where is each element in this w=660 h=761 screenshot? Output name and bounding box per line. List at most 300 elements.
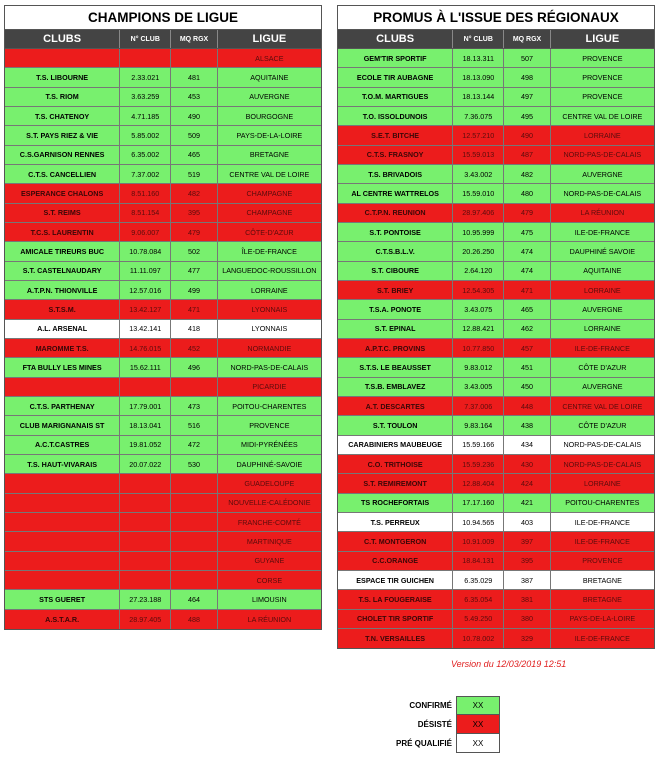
mq-rgx-cell: 448 bbox=[504, 397, 550, 415]
table-row bbox=[5, 107, 321, 126]
club-number-cell: 15.59.013 bbox=[453, 146, 504, 164]
ligue-cell: AUVERGNE bbox=[582, 304, 623, 314]
club-cell: AMICALE TIREURS BUC bbox=[5, 242, 120, 260]
club-cell: C.T.S. FRASNOY bbox=[338, 146, 453, 164]
mq-rgx-cell: 421 bbox=[504, 494, 550, 512]
table-row bbox=[338, 88, 654, 107]
club-cell: S.T. REMIREMONT bbox=[338, 474, 453, 492]
table-row bbox=[338, 378, 654, 397]
club-cell: T.S. LA FOUGERAISE bbox=[338, 590, 453, 608]
club-cell: ECOLE TIR AUBAGNE bbox=[338, 68, 453, 86]
legend-label: DÉSISTÉ bbox=[417, 720, 452, 729]
table-row bbox=[5, 474, 321, 493]
ligue-cell: PROVENCE bbox=[582, 556, 623, 566]
ligue-cell: CÔTE-D'AZUR bbox=[245, 227, 294, 237]
table-row bbox=[5, 184, 321, 203]
table-row bbox=[5, 146, 321, 165]
club-number-cell: 7.36.075 bbox=[453, 107, 504, 125]
mq-rgx-cell: 471 bbox=[504, 281, 550, 299]
table-row bbox=[338, 416, 654, 435]
legend-withdrawn bbox=[380, 715, 500, 734]
club-cell: ESPERANCE CHALONS bbox=[5, 184, 120, 202]
club-number-cell bbox=[120, 378, 171, 396]
table-row bbox=[338, 397, 654, 416]
club-number-cell: 9.83.012 bbox=[453, 358, 504, 376]
club-number-cell bbox=[120, 474, 171, 492]
ligue-cell: CENTRE VAL DE LOIRE bbox=[229, 169, 310, 179]
table-row bbox=[5, 494, 321, 513]
club-cell: T.S.B. EMBLAVEZ bbox=[338, 378, 453, 396]
table-row bbox=[338, 223, 654, 242]
table-row bbox=[338, 610, 654, 629]
ligue-cell: PROVENCE bbox=[249, 420, 290, 430]
table-row bbox=[338, 339, 654, 358]
mq-rgx-cell: 530 bbox=[171, 455, 217, 473]
ligue-cell: AUVERGNE bbox=[582, 382, 623, 392]
mq-rgx-cell: 497 bbox=[504, 88, 550, 106]
club-cell: S.T.S. LE BEAUSSET bbox=[338, 358, 453, 376]
table-row bbox=[5, 378, 321, 397]
mq-rgx-cell bbox=[171, 49, 217, 67]
club-cell: A.L. ARSENAL bbox=[5, 320, 120, 338]
table-row bbox=[338, 68, 654, 87]
club-number-cell: 15.59.010 bbox=[453, 184, 504, 202]
mq-rgx-cell: 519 bbox=[171, 165, 217, 183]
col-ligue: LIGUE bbox=[252, 33, 287, 45]
club-cell bbox=[5, 474, 120, 492]
table-row bbox=[5, 320, 321, 339]
club-number-cell: 3.43.075 bbox=[453, 300, 504, 318]
club-cell: T.O.M. MARTIGUES bbox=[338, 88, 453, 106]
table-row bbox=[338, 126, 654, 145]
club-cell: S.T. CIBOURE bbox=[338, 262, 453, 280]
ligue-cell: LORRAINE bbox=[583, 130, 621, 140]
table-row bbox=[338, 107, 654, 126]
club-number-cell: 17.79.001 bbox=[120, 397, 171, 415]
club-cell: S.E.T. BITCHE bbox=[338, 126, 453, 144]
ligue-cell: AQUITAINE bbox=[583, 266, 622, 276]
club-cell: CLUB MARIGNANAIS ST bbox=[5, 416, 120, 434]
club-cell: TS ROCHEFORTAIS bbox=[338, 494, 453, 512]
champions-table bbox=[4, 5, 322, 630]
mq-rgx-cell: 481 bbox=[171, 68, 217, 86]
ligue-cell: FRANCHE-COMTÉ bbox=[237, 517, 301, 527]
mq-rgx-cell: 387 bbox=[504, 571, 550, 589]
mq-rgx-cell: 471 bbox=[171, 300, 217, 318]
ligue-cell: PROVENCE bbox=[582, 92, 623, 102]
ligue-cell: BRETAGNE bbox=[249, 150, 289, 160]
legend-swatch-withdrawn: XX bbox=[456, 715, 500, 734]
mq-rgx-cell: 473 bbox=[171, 397, 217, 415]
mq-rgx-cell: 474 bbox=[504, 242, 550, 260]
ligue-cell: NOUVELLE-CALÉDONIE bbox=[228, 498, 311, 508]
club-cell: S.T.S.M. bbox=[5, 300, 120, 318]
legend-confirmed bbox=[380, 696, 500, 715]
club-cell: T.N. VERSAILLES bbox=[338, 629, 453, 648]
club-cell: T.S. HAUT-VIVARAIS bbox=[5, 455, 120, 473]
club-number-cell: 8.51.154 bbox=[120, 204, 171, 222]
club-number-cell: 18.13.090 bbox=[453, 68, 504, 86]
table-row bbox=[338, 204, 654, 223]
club-cell: CHOLET TIR SPORTIF bbox=[338, 610, 453, 628]
table-row bbox=[5, 49, 321, 68]
club-cell: S.T. EPINAL bbox=[338, 320, 453, 338]
club-number-cell: 28.97.406 bbox=[453, 204, 504, 222]
ligue-cell: DAUPHINÉ SAVOIE bbox=[569, 246, 636, 256]
table-row bbox=[5, 436, 321, 455]
champions-title: CHAMPIONS DE LIGUE bbox=[5, 6, 321, 30]
club-number-cell: 9.06.007 bbox=[120, 223, 171, 241]
club-number-cell: 7.37.002 bbox=[120, 165, 171, 183]
table-row bbox=[5, 416, 321, 435]
mq-rgx-cell: 395 bbox=[504, 552, 550, 570]
ligue-cell: LYONNAIS bbox=[251, 304, 288, 314]
club-number-cell: 10.77.850 bbox=[453, 339, 504, 357]
club-number-cell: 13.42.127 bbox=[120, 300, 171, 318]
club-number-cell: 6.35.002 bbox=[120, 146, 171, 164]
version-timestamp: Version du 12/03/2019 12:51 bbox=[451, 659, 567, 669]
club-number-cell: 13.42.141 bbox=[120, 320, 171, 338]
club-cell: S.T. CASTELNAUDARY bbox=[5, 262, 120, 280]
table-header bbox=[5, 30, 321, 49]
table-row bbox=[338, 184, 654, 203]
ligue-cell: NORD-PAS-DE-CALAIS bbox=[230, 362, 309, 372]
club-number-cell: 3.63.259 bbox=[120, 88, 171, 106]
mq-rgx-cell: 488 bbox=[171, 610, 217, 629]
ligue-cell: BRETAGNE bbox=[582, 594, 622, 604]
club-cell: C.O. TRITHOISE bbox=[338, 455, 453, 473]
table-row bbox=[5, 532, 321, 551]
ligue-cell: LORRAINE bbox=[583, 324, 621, 334]
club-cell: C.T. MONTGERON bbox=[338, 532, 453, 550]
mq-rgx-cell bbox=[171, 552, 217, 570]
ligue-cell: LA RÉUNION bbox=[247, 614, 292, 624]
table-row bbox=[338, 571, 654, 590]
mq-rgx-cell: 430 bbox=[504, 455, 550, 473]
ligue-cell: MARTINIQUE bbox=[246, 536, 292, 546]
mq-rgx-cell: 450 bbox=[504, 378, 550, 396]
mq-rgx-cell: 397 bbox=[504, 532, 550, 550]
col-mq-rgx: MQ RGX bbox=[504, 30, 550, 48]
club-cell: S.T. BRIEY bbox=[338, 281, 453, 299]
club-number-cell: 4.71.185 bbox=[120, 107, 171, 125]
ligue-cell: GUADELOUPE bbox=[244, 478, 295, 488]
club-number-cell: 10.94.565 bbox=[453, 513, 504, 531]
table-row bbox=[338, 49, 654, 68]
table-row bbox=[5, 88, 321, 107]
mq-rgx-cell: 477 bbox=[171, 262, 217, 280]
club-cell: S.T. PAYS RIEZ & VIE bbox=[5, 126, 120, 144]
mq-rgx-cell: 424 bbox=[504, 474, 550, 492]
table-row bbox=[5, 242, 321, 261]
table-row bbox=[338, 590, 654, 609]
ligue-cell: POITOU-CHARENTES bbox=[232, 401, 307, 411]
mq-rgx-cell: 465 bbox=[171, 146, 217, 164]
table-row bbox=[5, 262, 321, 281]
ligue-cell: LANGUEDOC-ROUSSILLON bbox=[222, 266, 317, 276]
legend-swatch-confirmed: XX bbox=[456, 696, 500, 715]
mq-rgx-cell: 502 bbox=[171, 242, 217, 260]
table-row bbox=[5, 165, 321, 184]
ligue-cell: ALSACE bbox=[255, 53, 284, 63]
mq-rgx-cell: 452 bbox=[171, 339, 217, 357]
club-number-cell: 18.13.144 bbox=[453, 88, 504, 106]
ligue-cell: NORD-PAS-DE-CALAIS bbox=[563, 440, 642, 450]
club-cell bbox=[5, 378, 120, 396]
mq-rgx-cell: 418 bbox=[171, 320, 217, 338]
table-row bbox=[5, 358, 321, 377]
mq-rgx-cell bbox=[171, 494, 217, 512]
club-cell: C.C.ORANGE bbox=[338, 552, 453, 570]
table-row bbox=[338, 629, 654, 648]
ligue-cell: ILE-DE-FRANCE bbox=[574, 634, 630, 643]
club-cell: FTA BULLY LES MINES bbox=[5, 358, 120, 376]
promus-table bbox=[337, 5, 655, 649]
club-number-cell bbox=[120, 49, 171, 67]
ligue-cell: NORD-PAS-DE-CALAIS bbox=[563, 188, 642, 198]
club-number-cell: 2.64.120 bbox=[453, 262, 504, 280]
club-cell: T.S. RIOM bbox=[5, 88, 120, 106]
mq-rgx-cell: 496 bbox=[171, 358, 217, 376]
ligue-cell: POITOU-CHARENTES bbox=[565, 498, 640, 508]
ligue-cell: CHAMPAGNE bbox=[246, 208, 293, 218]
ligue-cell: PROVENCE bbox=[582, 72, 623, 82]
club-cell: C.T.P.N. REUNION bbox=[338, 204, 453, 222]
club-cell: T.S. PERREUX bbox=[338, 513, 453, 531]
mq-rgx-cell: 490 bbox=[171, 107, 217, 125]
ligue-cell: AUVERGNE bbox=[249, 92, 290, 102]
club-number-cell: 10.78.084 bbox=[120, 242, 171, 260]
table-row bbox=[338, 494, 654, 513]
col-clubs: CLUBS bbox=[5, 30, 120, 48]
club-number-cell: 10.95.999 bbox=[453, 223, 504, 241]
ligue-cell: PROVENCE bbox=[582, 53, 623, 63]
club-number-cell: 15.59.236 bbox=[453, 455, 504, 473]
mq-rgx-cell: 507 bbox=[504, 49, 550, 67]
club-cell: C.T.S.B.L.V. bbox=[338, 242, 453, 260]
club-number-cell: 7.37.006 bbox=[453, 397, 504, 415]
legend-prequal bbox=[380, 734, 500, 753]
club-cell: T.S.A. PONOTE bbox=[338, 300, 453, 318]
mq-rgx-cell bbox=[171, 513, 217, 531]
club-cell bbox=[5, 552, 120, 570]
mq-rgx-cell: 380 bbox=[504, 610, 550, 628]
club-number-cell: 15.59.166 bbox=[453, 436, 504, 454]
club-number-cell: 20.07.022 bbox=[120, 455, 171, 473]
club-number-cell: 8.51.160 bbox=[120, 184, 171, 202]
club-number-cell: 6.35.054 bbox=[453, 590, 504, 608]
table-row bbox=[338, 513, 654, 532]
table-row bbox=[5, 513, 321, 532]
club-cell bbox=[5, 532, 120, 550]
ligue-cell: PICARDIE bbox=[252, 382, 287, 392]
ligue-cell: NORMANDIE bbox=[247, 343, 292, 353]
ligue-cell: LIMOUSIN bbox=[251, 594, 287, 604]
club-number-cell: 19.81.052 bbox=[120, 436, 171, 454]
club-cell: T.C.S. LAURENTIN bbox=[5, 223, 120, 241]
mq-rgx-cell: 499 bbox=[171, 281, 217, 299]
club-cell: S.T. PONTOISE bbox=[338, 223, 453, 241]
ligue-cell: LYONNAIS bbox=[251, 324, 288, 334]
table-row bbox=[5, 590, 321, 609]
table-row bbox=[338, 320, 654, 339]
mq-rgx-cell: 482 bbox=[171, 184, 217, 202]
table-header bbox=[338, 30, 654, 49]
ligue-cell: CORSE bbox=[256, 575, 283, 585]
club-cell: C.S.GARNISON RENNES bbox=[5, 146, 120, 164]
ligue-cell: LORRAINE bbox=[583, 478, 621, 488]
mq-rgx-cell: 498 bbox=[504, 68, 550, 86]
mq-rgx-cell: 465 bbox=[504, 300, 550, 318]
table-row bbox=[338, 552, 654, 571]
table-row bbox=[5, 339, 321, 358]
ligue-cell: CÔTE D'AZUR bbox=[578, 420, 627, 430]
mq-rgx-cell: 329 bbox=[504, 629, 550, 648]
club-number-cell bbox=[120, 513, 171, 531]
ligue-cell: PAYS-DE-LA-LOIRE bbox=[569, 614, 636, 624]
club-number-cell: 15.62.111 bbox=[120, 358, 171, 376]
table-row bbox=[5, 223, 321, 242]
ligue-cell: CHAMPAGNE bbox=[246, 188, 293, 198]
ligue-cell: ILE-DE-FRANCE bbox=[574, 536, 630, 546]
club-cell: MAROMME T.S. bbox=[5, 339, 120, 357]
mq-rgx-cell: 434 bbox=[504, 436, 550, 454]
mq-rgx-cell: 490 bbox=[504, 126, 550, 144]
table-row bbox=[5, 610, 321, 629]
ligue-cell: LORRAINE bbox=[583, 285, 621, 295]
mq-rgx-cell: 487 bbox=[504, 146, 550, 164]
club-cell: T.S. LIBOURNE bbox=[5, 68, 120, 86]
mq-rgx-cell: 472 bbox=[171, 436, 217, 454]
ligue-cell: ILE-DE-FRANCE bbox=[574, 227, 630, 237]
table-row bbox=[338, 436, 654, 455]
table-row bbox=[5, 300, 321, 319]
mq-rgx-cell: 403 bbox=[504, 513, 550, 531]
table-row bbox=[338, 300, 654, 319]
club-number-cell: 11.11.097 bbox=[120, 262, 171, 280]
mq-rgx-cell: 464 bbox=[171, 590, 217, 608]
ligue-cell: AUVERGNE bbox=[582, 169, 623, 179]
mq-rgx-cell: 457 bbox=[504, 339, 550, 357]
col-clubs: CLUBS bbox=[338, 30, 453, 48]
ligue-cell: CENTRE VAL DE LOIRE bbox=[562, 111, 643, 121]
ligue-cell: MIDI-PYRÉNÉES bbox=[241, 440, 298, 450]
club-number-cell: 12.54.305 bbox=[453, 281, 504, 299]
club-number-cell: 12.57.210 bbox=[453, 126, 504, 144]
table-row bbox=[5, 455, 321, 474]
club-cell: T.O. ISSOLDUNOIS bbox=[338, 107, 453, 125]
ligue-cell: GUYANE bbox=[254, 556, 285, 566]
club-cell: C.T.S. PARTHENAY bbox=[5, 397, 120, 415]
mq-rgx-cell bbox=[171, 571, 217, 589]
table-row bbox=[338, 281, 654, 300]
mq-rgx-cell: 479 bbox=[171, 223, 217, 241]
club-number-cell: 12.88.421 bbox=[453, 320, 504, 338]
promus-title: PROMUS À L'ISSUE DES RÉGIONAUX bbox=[338, 6, 654, 30]
club-number-cell: 3.43.005 bbox=[453, 378, 504, 396]
legend-label: CONFIRMÉ bbox=[409, 701, 452, 710]
mq-rgx-cell: 509 bbox=[171, 126, 217, 144]
table-row bbox=[338, 455, 654, 474]
club-number-cell: 12.88.404 bbox=[453, 474, 504, 492]
mq-rgx-cell: 482 bbox=[504, 165, 550, 183]
table-row bbox=[5, 571, 321, 590]
ligue-cell: ÎLE-DE-FRANCE bbox=[241, 246, 297, 256]
club-cell: T.S. CHATENOY bbox=[5, 107, 120, 125]
table-row bbox=[5, 126, 321, 145]
mq-rgx-cell: 475 bbox=[504, 223, 550, 241]
club-cell: AL CENTRE WATTRELOS bbox=[338, 184, 453, 202]
club-cell bbox=[5, 49, 120, 67]
club-number-cell: 17.17.160 bbox=[453, 494, 504, 512]
ligue-cell: BRETAGNE bbox=[582, 575, 622, 585]
club-number-cell: 20.26.250 bbox=[453, 242, 504, 260]
ligue-cell: LORRAINE bbox=[250, 285, 288, 295]
table-row bbox=[338, 242, 654, 261]
club-number-cell: 18.13.311 bbox=[453, 49, 504, 67]
table-row bbox=[338, 474, 654, 493]
club-number-cell: 10.91.009 bbox=[453, 532, 504, 550]
club-number-cell: 27.23.188 bbox=[120, 590, 171, 608]
club-cell: A.P.T.C. PROVINS bbox=[338, 339, 453, 357]
mq-rgx-cell: 474 bbox=[504, 262, 550, 280]
club-cell: A.T.P.N. THIONVILLE bbox=[5, 281, 120, 299]
club-cell bbox=[5, 571, 120, 589]
club-number-cell bbox=[120, 552, 171, 570]
col-num-club: N° CLUB bbox=[120, 30, 171, 48]
mq-rgx-cell bbox=[171, 378, 217, 396]
club-cell: S.T. REIMS bbox=[5, 204, 120, 222]
ligue-cell: LA RÉUNION bbox=[580, 208, 625, 218]
club-cell bbox=[5, 494, 120, 512]
table-row bbox=[5, 68, 321, 87]
club-cell: A.C.T.CASTRES bbox=[5, 436, 120, 454]
club-cell: STS GUERET bbox=[5, 590, 120, 608]
col-ligue: LIGUE bbox=[585, 33, 620, 45]
club-number-cell: 5.85.002 bbox=[120, 126, 171, 144]
mq-rgx-cell: 516 bbox=[171, 416, 217, 434]
mq-rgx-cell: 479 bbox=[504, 204, 550, 222]
ligue-cell: PAYS-DE-LA-LOIRE bbox=[236, 130, 303, 140]
club-number-cell: 12.57.016 bbox=[120, 281, 171, 299]
club-cell: GEM'TIR SPORTIF bbox=[338, 49, 453, 67]
mq-rgx-cell: 495 bbox=[504, 107, 550, 125]
club-number-cell: 9.83.164 bbox=[453, 416, 504, 434]
mq-rgx-cell: 438 bbox=[504, 416, 550, 434]
club-cell: ESPACE TIR GUICHEN bbox=[338, 571, 453, 589]
club-number-cell bbox=[120, 532, 171, 550]
table-row bbox=[338, 262, 654, 281]
mq-rgx-cell: 462 bbox=[504, 320, 550, 338]
table-row bbox=[338, 165, 654, 184]
table-row bbox=[338, 146, 654, 165]
ligue-cell: AQUITAINE bbox=[250, 72, 289, 82]
ligue-cell: ILE-DE-FRANCE bbox=[574, 343, 630, 353]
table-row bbox=[338, 532, 654, 551]
table-row bbox=[5, 204, 321, 223]
ligue-cell: NORD-PAS-DE-CALAIS bbox=[563, 150, 642, 160]
ligue-cell: ILE-DE-FRANCE bbox=[574, 517, 630, 527]
club-cell: S.T. TOULON bbox=[338, 416, 453, 434]
table-row bbox=[338, 358, 654, 377]
table-row bbox=[5, 397, 321, 416]
ligue-cell: BOURGOGNE bbox=[245, 111, 294, 121]
legend bbox=[380, 696, 500, 753]
club-cell: T.S. BRIVADOIS bbox=[338, 165, 453, 183]
club-number-cell: 18.13.041 bbox=[120, 416, 171, 434]
mq-rgx-cell: 480 bbox=[504, 184, 550, 202]
legend-label: PRÉ QUALIFIÉ bbox=[395, 739, 452, 748]
